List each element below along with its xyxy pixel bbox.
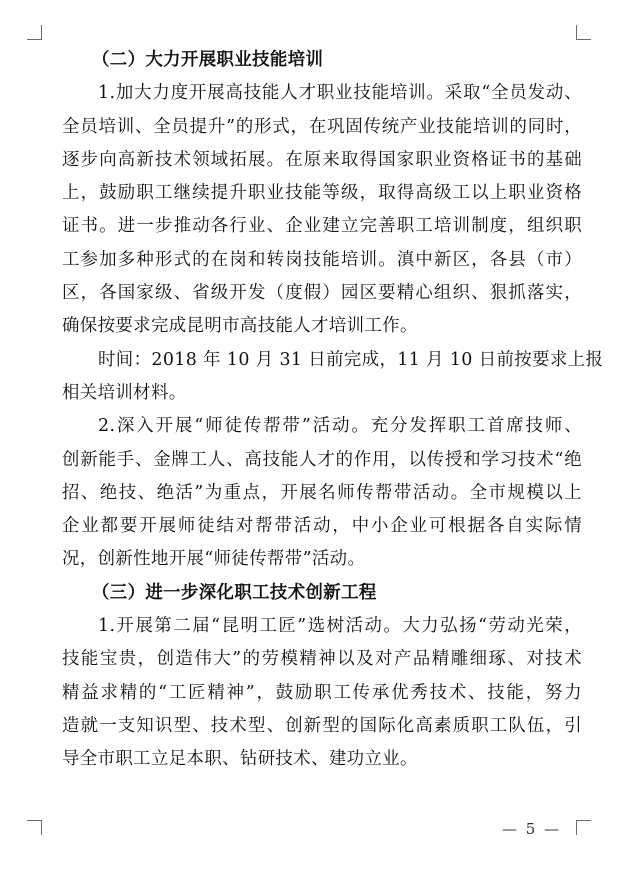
- paragraph-line: 1.开展第二届“昆明工匠”选树活动。大力弘扬“劳动光荣，: [98, 616, 582, 637]
- paragraph-line: 招、绝技、绝活”为重点，开展名师传帮带活动。全市规模以上: [62, 482, 582, 503]
- paragraph-line: 精益求精的“工匠精神”，鼓励职工传承优秀技术、技能，努力: [62, 682, 582, 703]
- paragraph-line: 技能宝贵，创造伟大”的劳模精神以及对产品精雕细琢、对技术: [62, 649, 582, 670]
- paragraph-line: 逐步向高新技术领域拓展。在原来取得国家职业资格证书的基础: [62, 149, 582, 170]
- paragraph-line: 确保按要求完成昆明市高技能人才培训工作。: [62, 316, 418, 337]
- paragraph-line: 全员培训、全员提升”的形式，在巩固传统产业技能培训的同时，: [62, 116, 582, 137]
- paragraph-line: 证书。进一步推动各行业、企业建立完善职工培训制度，组织职: [62, 216, 582, 237]
- section-heading: （二）大力开展职业技能培训: [92, 50, 324, 70]
- paragraph-line: 相关培训材料。: [62, 382, 187, 403]
- crop-mark-bottom-left: [27, 820, 42, 835]
- paragraph-line: 区，各国家级、省级开发（度假）园区要精心组织、狠抓落实，: [62, 283, 582, 304]
- paragraph-line: 1.加大力度开展高技能人才职业技能培训。采取“全员发动、: [98, 83, 582, 104]
- paragraph-line: 况，创新性地开展“师徒传帮带”活动。: [62, 549, 366, 570]
- paragraph-line: 造就一支知识型、技术型、创新型的国际化高素质职工队伍，引: [62, 715, 582, 736]
- crop-mark-top-right: [576, 25, 591, 40]
- paragraph-line: 时间：2018 年 10 月 31 日前完成，11 月 10 日前按要求上报: [98, 349, 604, 370]
- paragraph-line: 企业都要开展师徒结对帮带活动，中小企业可根据各自实际情: [62, 516, 582, 537]
- section-heading: （三）进一步深化职工技术创新工程: [92, 582, 377, 603]
- crop-mark-top-left: [27, 25, 42, 40]
- paragraph-line: 工参加多种形式的在岗和转岗技能培训。滇中新区，各县（市）: [62, 249, 582, 270]
- paragraph-line: 创新能手、金牌工人、高技能人才的作用，以传授和学习技术“绝: [62, 449, 582, 470]
- paragraph-line: 上，鼓励职工继续提升职业技能等级，取得高级工以上职业资格: [62, 183, 582, 204]
- page-number: — 5 —: [502, 820, 562, 838]
- document-body: [62, 44, 604, 777]
- paragraph-line: 导全市职工立足本职、钻研技术、建功立业。: [62, 749, 418, 770]
- crop-mark-bottom-right: [576, 820, 591, 835]
- paragraph-line: 2.深入开展“师徒传帮带”活动。充分发挥职工首席技师、: [98, 416, 582, 437]
